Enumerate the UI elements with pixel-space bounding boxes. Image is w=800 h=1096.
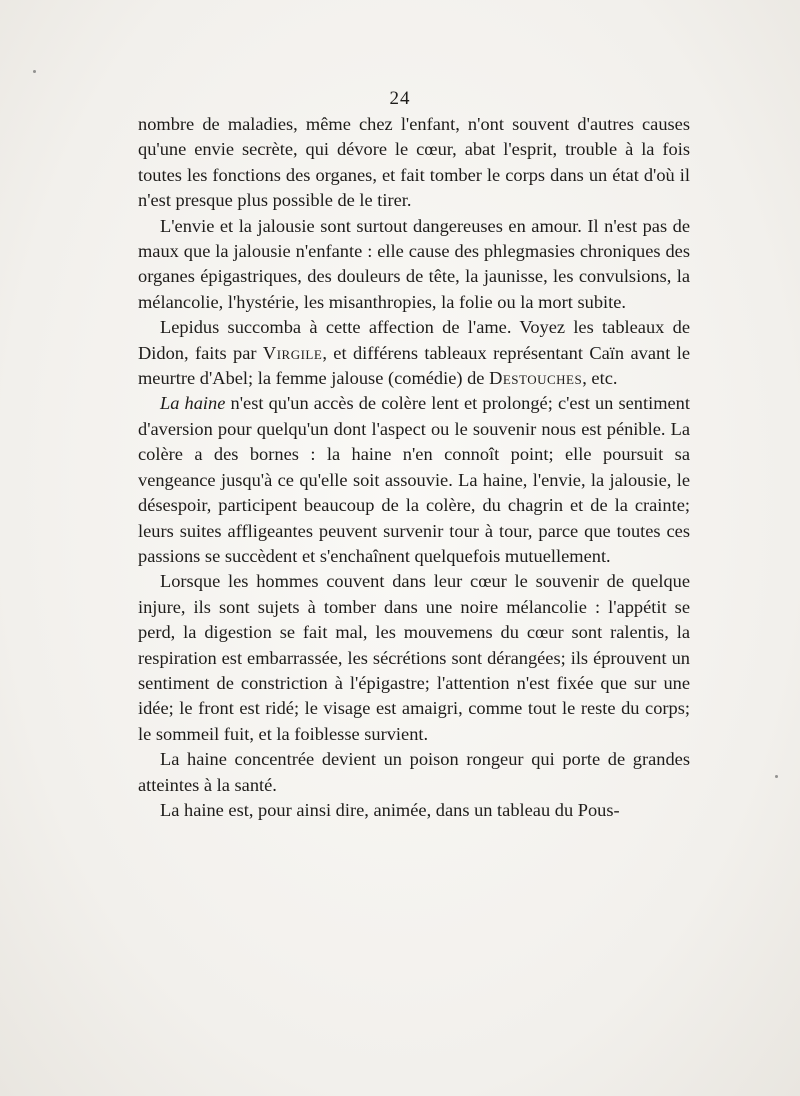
- paragraph: [138, 315, 690, 391]
- page-number: 24: [389, 88, 411, 109]
- paragraph: [138, 112, 690, 214]
- text-run: Lepidus succomba à cette affection de l'ame. Voyez les tableaux de Didon, faits par: [138, 317, 690, 363]
- paragraph: [138, 214, 690, 316]
- author-name: Virgile: [262, 342, 323, 363]
- text-run: , et différens tableaux représentant Caïn avant le meurtre d'Abel; la femme jalouse (comédie) de: [138, 342, 690, 389]
- emphasis-text: La haine: [160, 393, 226, 414]
- paragraph: [138, 391, 690, 569]
- paper-speck: [775, 775, 778, 778]
- text-run: n'est qu'un accès de colère lent et prolongé; c'est un sentiment d'aversion pour quelqu'un dont l'aspect ou le souvenir nous est pénible. La colère a des bornes : la haine n'en connoît point; elle poursuit sa vengeance jusqu'à ce qu'elle soit assouvie. La haine, l'envie, la jalousie, le désespoir, participent beaucoup de la colère, du chagrin et de la crainte; leurs suites affligeantes peuvent survenir tour à tour, parce que toutes ces passions se succèdent et s'enchaînent quelquefois mutuellement.: [138, 393, 690, 566]
- paragraph: [138, 569, 690, 747]
- text-run: La haine concentrée devient un poison rongeur qui porte de grandes atteintes à la santé.: [138, 749, 690, 795]
- paragraph: [138, 798, 690, 823]
- text-run: , etc.: [582, 368, 618, 389]
- text-run: nombre de maladies, même chez l'enfant, n'ont souvent d'autres causes qu'une envie secrète, qui dévore le cœur, abat l'esprit, trouble à la fois toutes les fonctions des organes, et fait tomber le corps dans un état d'où il n'est presque plus possible de le tirer.: [138, 114, 690, 211]
- text-run: L'envie et la jalousie sont surtout dangereuses en amour. Il n'est pas de maux que la jalousie n'enfante : elle cause des phlegmasies chroniques des organes épigastriques, des douleurs de tête, la jaunisse, les convulsions, la mélancolie, l'hystérie, les misanthropies, la folie ou la mort subite.: [138, 215, 690, 312]
- body-text: [138, 112, 690, 823]
- text-run: La haine est, pour ainsi dire, animée, dans un tableau du Pous-: [160, 799, 620, 820]
- author-name: Destouches: [489, 368, 583, 389]
- paragraph: [138, 747, 690, 798]
- paper-speck: [33, 70, 36, 73]
- text-run: Lorsque les hommes couvent dans leur cœur le souvenir de quelque injure, ils sont sujets à tomber dans une noire mélancolie : l'appétit se perd, la digestion se fait mal, les mouvemens du cœur sont ralentis, la respiration est embarrassée, les sécrétions sont dérangées; ils éprouvent un sentiment de constriction à l'épigastre; l'attention n'est fixée que sur une idée; le front est ridé; le visage est amaigri, comme tout le reste du corps; le sommeil fuit, et la foiblesse survient.: [138, 571, 690, 744]
